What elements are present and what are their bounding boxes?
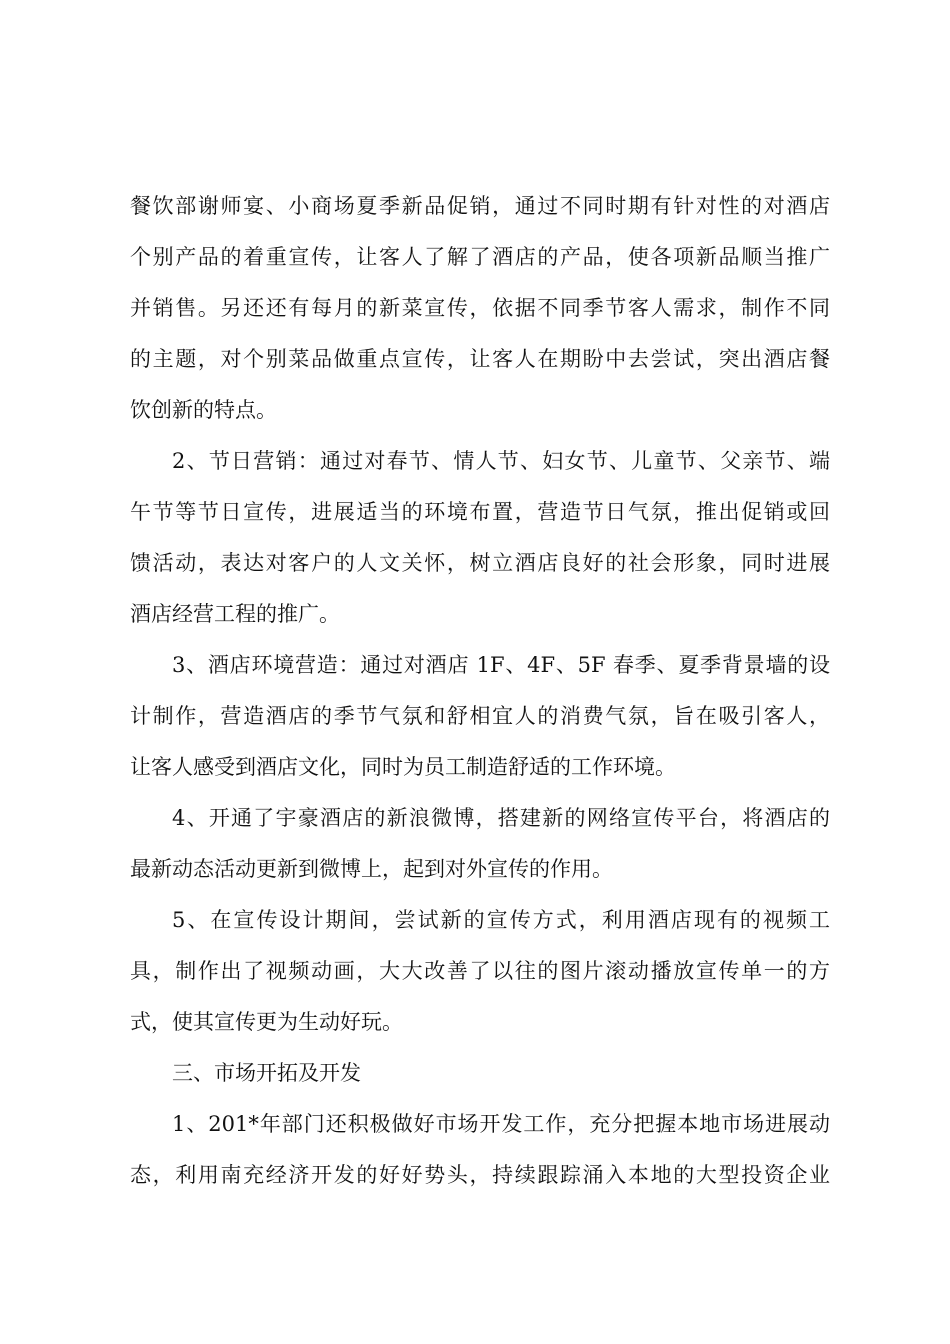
paragraph-line: 的主题，对个别菜品做重点宣传，让客人在期盼中去尝试，突出酒店餐 [130, 347, 830, 371]
paragraph-line: 饮创新的特点。 [130, 398, 277, 422]
paragraph-line: 2、节日营销：通过对春节、情人节、妇女节、儿童节、父亲节、端 [172, 449, 830, 473]
paragraph-line: 式，使其宣传更为生动好玩。 [130, 1010, 403, 1034]
paragraph-line: 馈活动，表达对客户的人文关怀，树立酒店良好的社会形象，同时进展 [130, 551, 830, 575]
paragraph-line: 3、酒店环境营造：通过对酒店 1F、4F、5F 春季、夏季背景墙的设 [172, 653, 830, 677]
paragraph-line: 酒店经营工程的推广。 [130, 602, 340, 626]
paragraph-line: 个别产品的着重宣传，让客人了解了酒店的产品，使各项新品顺当推广 [130, 245, 830, 269]
paragraph-line: 餐饮部谢师宴、小商场夏季新品促销，通过不同时期有针对性的对酒店 [130, 194, 830, 218]
paragraph-line: 具，制作出了视频动画，大大改善了以往的图片滚动播放宣传单一的方 [130, 959, 830, 983]
paragraph-line: 计制作，营造酒店的季节气氛和舒相宜人的消费气氛，旨在吸引客人， [130, 704, 830, 728]
paragraph-line: 5、在宣传设计期间，尝试新的宣传方式，利用酒店现有的视频工 [172, 908, 830, 932]
paragraph-line: 最新动态活动更新到微博上，起到对外宣传的作用。 [130, 857, 613, 881]
paragraph-line: 1、201*年部门还积极做好市场开发工作，充分把握本地市场进展动 [172, 1112, 830, 1136]
paragraph-line: 4、开通了宇豪酒店的新浪微博，搭建新的网络宣传平台，将酒店的 [172, 806, 830, 830]
paragraph-line: 态，利用南充经济开发的好好势头，持续跟踪涌入本地的大型投资企业 [130, 1163, 830, 1187]
section-heading: 三、市场开拓及开发 [172, 1061, 361, 1085]
paragraph-line: 让客人感受到酒店文化，同时为员工制造舒适的工作环境。 [130, 755, 676, 779]
paragraph-line: 并销售。另还还有每月的新菜宣传，依据不同季节客人需求，制作不同 [130, 296, 830, 320]
paragraph-line: 午节等节日宣传，进展适当的环境布置，营造节日气氛，推出促销或回 [130, 500, 830, 524]
